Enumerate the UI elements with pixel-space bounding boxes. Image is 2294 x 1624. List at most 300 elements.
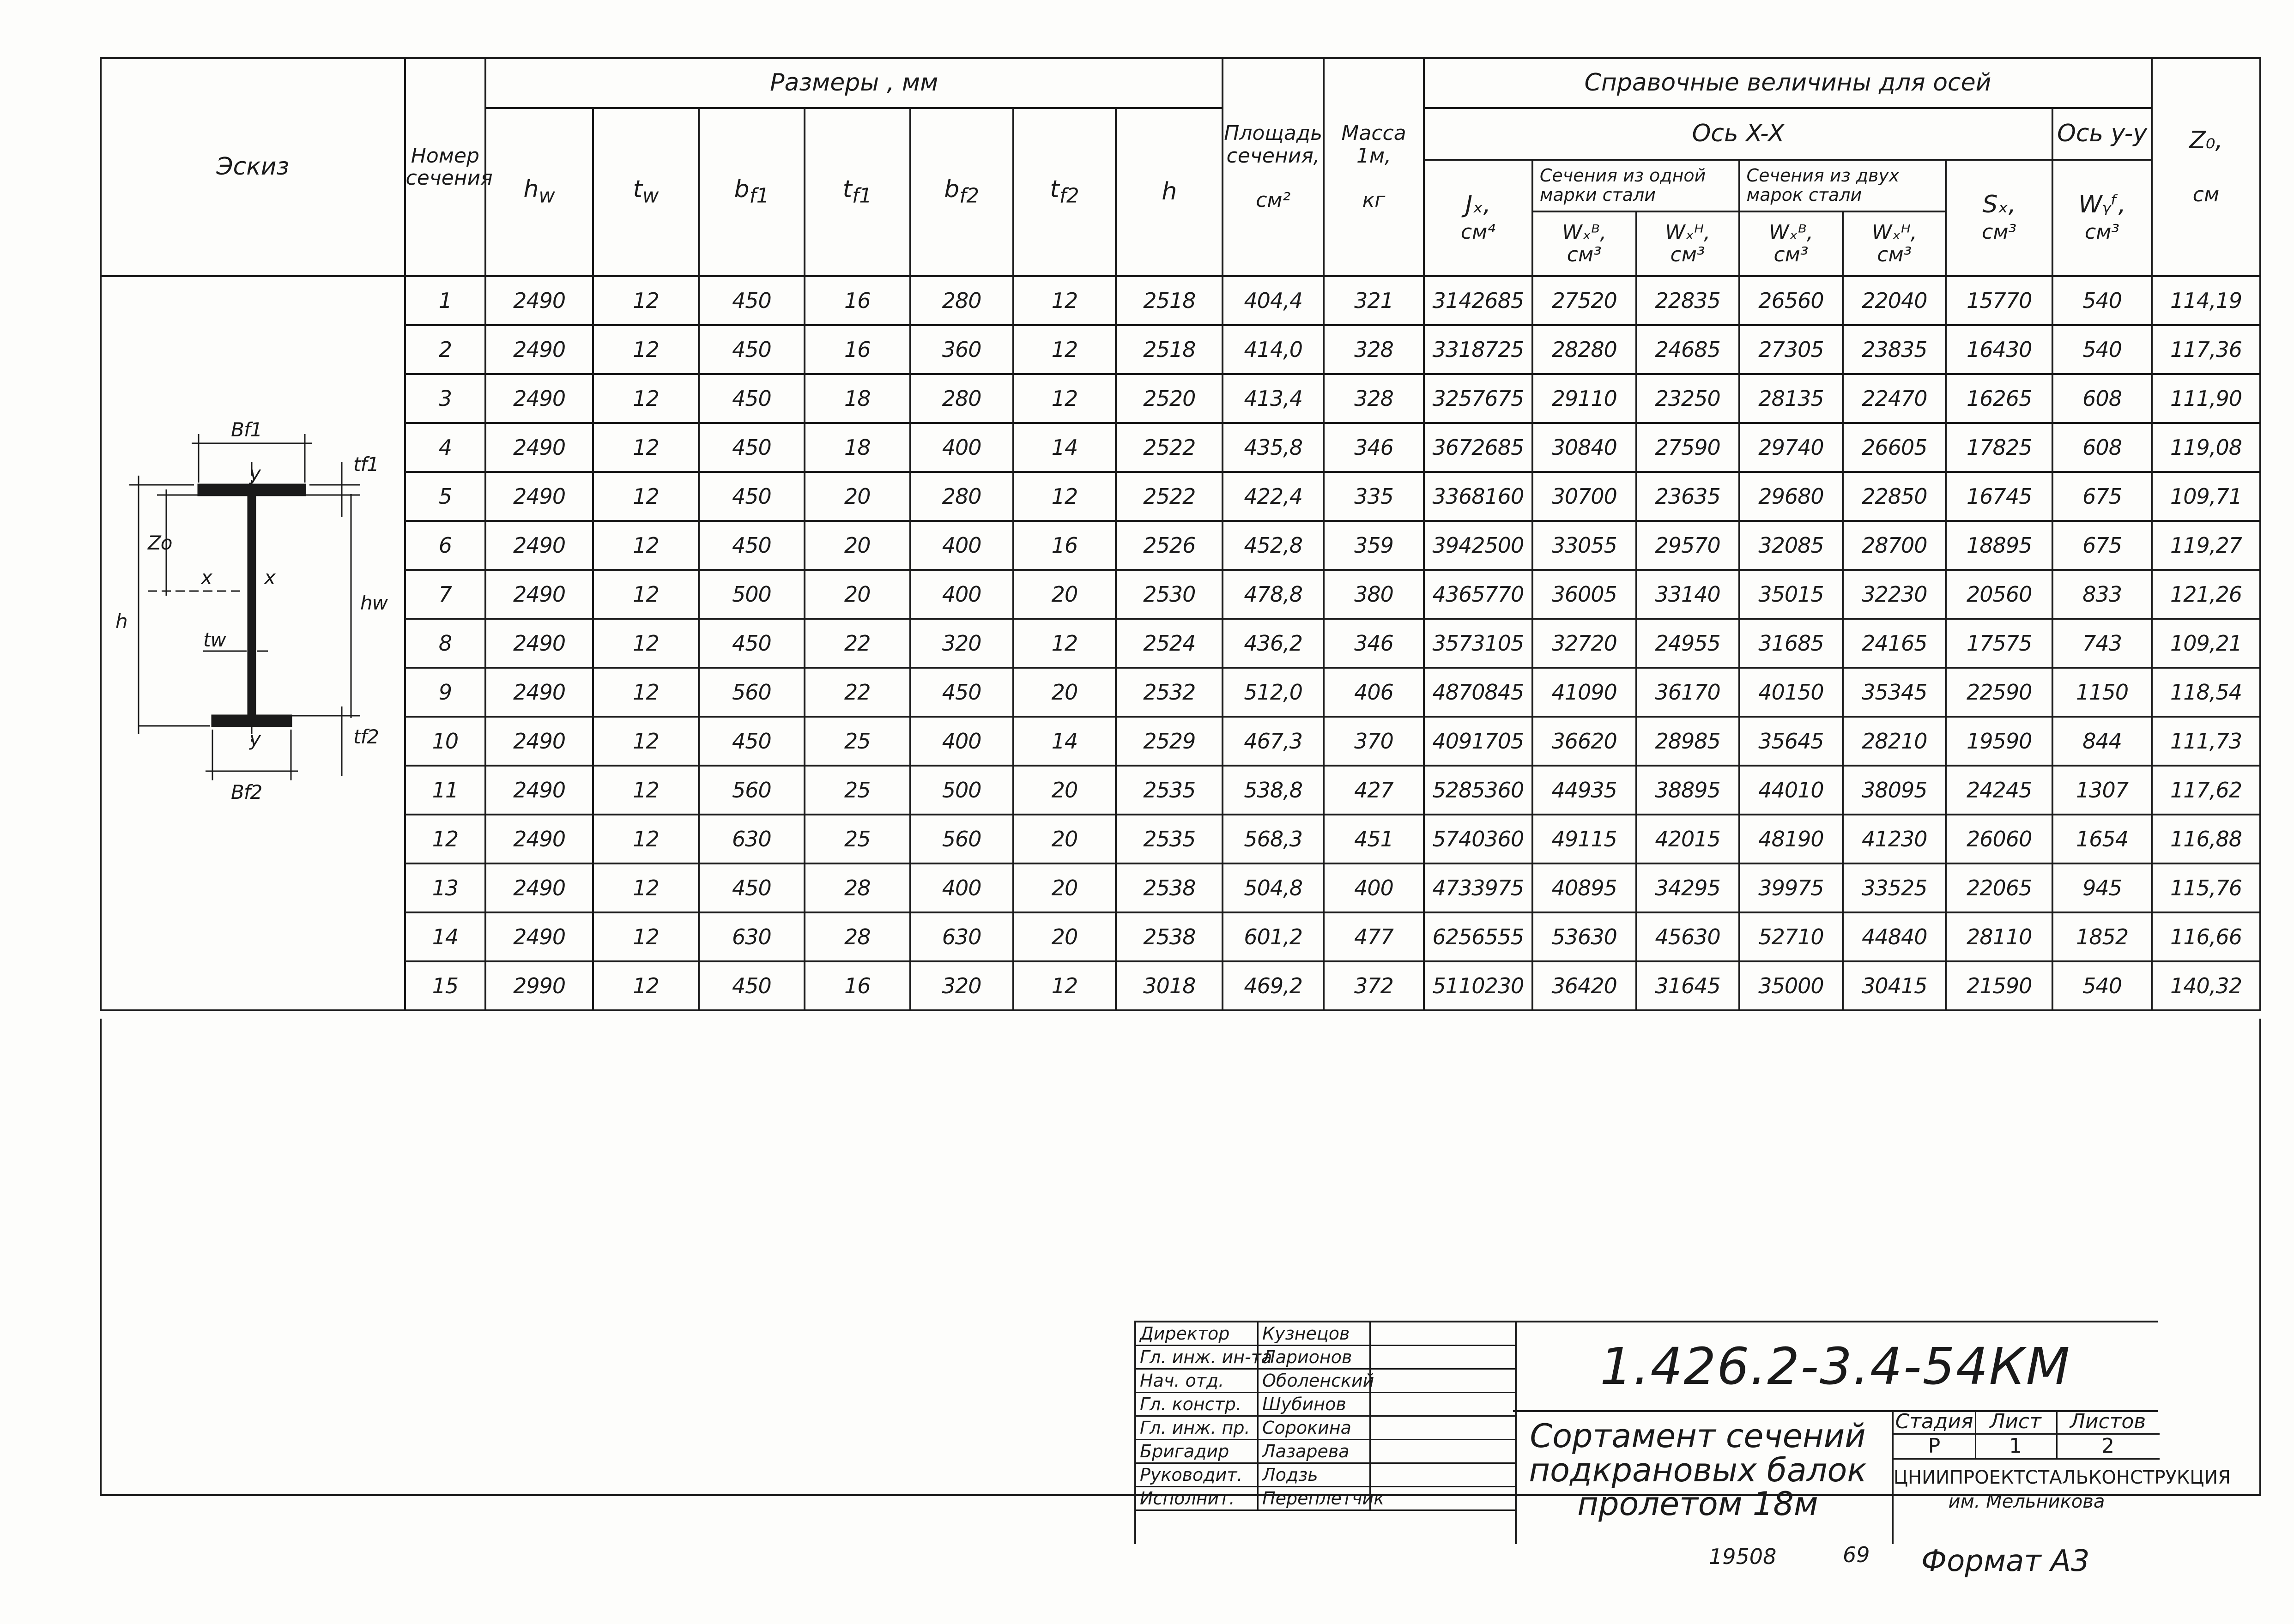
table-cell: 12 (1013, 325, 1116, 374)
table-cell: 18 (805, 423, 910, 472)
signer-role: Исполнит. (1140, 1488, 1235, 1509)
table-cell: 25 (805, 717, 910, 766)
table-cell: 370 (1324, 717, 1424, 766)
table-cell: 2522 (1116, 423, 1223, 472)
document-code: 1.426.2-3.4-54КМ (1513, 1322, 2158, 1412)
table-cell: 12 (593, 423, 699, 472)
table-cell: 12 (593, 374, 699, 423)
table-cell: 40895 (1532, 863, 1636, 912)
dim-tw-header: $t_w$ (593, 108, 699, 276)
table-cell: 1307 (2052, 766, 2152, 815)
signature-cell (1369, 1440, 1435, 1462)
signer-name: Лодзь (1257, 1464, 1368, 1486)
table-cell: 4091705 (1424, 717, 1532, 766)
table-cell: 20 (805, 521, 910, 570)
table-cell: 12 (593, 863, 699, 912)
table-cell: 20 (805, 570, 910, 619)
table-cell: 3257675 (1424, 374, 1532, 423)
table-cell: 12 (1013, 472, 1116, 521)
table-cell: 2490 (485, 423, 593, 472)
table-cell: 320 (910, 619, 1013, 668)
table-cell: 35015 (1739, 570, 1843, 619)
table-cell: 16265 (1946, 374, 2052, 423)
table-cell: 20 (805, 472, 910, 521)
table-cell: 20 (1013, 815, 1116, 863)
table-cell: 36620 (1532, 717, 1636, 766)
table-cell: 38895 (1636, 766, 1739, 815)
table-cell: 2490 (485, 570, 593, 619)
signer-role: Гл. констр. (1140, 1394, 1241, 1414)
table-cell: 328 (1324, 374, 1424, 423)
sx-header: Sₓ, см³ (1946, 160, 2052, 276)
section-number-cell: 15 (405, 961, 486, 1010)
table-cell: 2526 (1116, 521, 1223, 570)
signers-block (1134, 1321, 1517, 1544)
table-cell: 601,2 (1223, 912, 1324, 961)
table-cell: 20 (1013, 863, 1116, 912)
table-cell: 427 (1324, 766, 1424, 815)
table-cell: 52710 (1739, 912, 1843, 961)
table-cell: 28280 (1532, 325, 1636, 374)
mass-header: Масса 1м, кг (1324, 58, 1424, 276)
table-cell: 6256555 (1424, 912, 1532, 961)
wxh-two-header: Wₓᴴ, см³ (1843, 211, 1946, 276)
table-cell: 35645 (1739, 717, 1843, 766)
table-cell: 29570 (1636, 521, 1739, 570)
document-title: Сортамент сечений подкрановых балок пролетом 18м (1529, 1417, 1867, 1523)
table-cell: 22040 (1843, 276, 1946, 325)
signer-name: Ларионов (1257, 1346, 1368, 1368)
table-cell: 451 (1324, 815, 1424, 863)
table-cell: 119,08 (2152, 423, 2260, 472)
table-cell: 31645 (1636, 961, 1739, 1010)
table-cell: 2538 (1116, 912, 1223, 961)
table-cell: 630 (699, 815, 805, 863)
table-cell: 12 (1013, 961, 1116, 1010)
signature-cell (1369, 1487, 1435, 1509)
table-cell: 44840 (1843, 912, 1946, 961)
table-cell: 280 (910, 472, 1013, 521)
table-cell: 20 (1013, 912, 1116, 961)
table-cell: 413,4 (1223, 374, 1324, 423)
section-number-cell: 1 (405, 276, 486, 325)
stage-label: Стадия (1894, 1410, 1976, 1435)
table-cell: 28110 (1946, 912, 2052, 961)
table-cell: 22590 (1946, 668, 2052, 717)
signer-role: Бригадир (1140, 1441, 1229, 1461)
table-cell: 560 (699, 766, 805, 815)
table-cell: 404,4 (1223, 276, 1324, 325)
inventory-number: 19508 (1709, 1544, 1777, 1569)
signature-cell (1369, 1322, 1435, 1345)
table-cell: 29680 (1739, 472, 1843, 521)
table-cell: 2529 (1116, 717, 1223, 766)
table-cell: 400 (910, 423, 1013, 472)
table-cell: 500 (699, 570, 805, 619)
table-row (101, 423, 2260, 472)
section-number-cell: 13 (405, 863, 486, 912)
sheet-value: 1 (1975, 1435, 2058, 1460)
table-cell: 25 (805, 815, 910, 863)
hw-label: hw (360, 592, 387, 614)
signature-cell (1369, 1464, 1435, 1486)
table-row (101, 619, 2260, 668)
table-cell: 41090 (1532, 668, 1636, 717)
table-row (101, 912, 2260, 961)
table-cell: 608 (2052, 374, 2152, 423)
table-cell: 22 (805, 619, 910, 668)
dims-group-header: Размеры , мм (485, 58, 1223, 108)
section-number-cell: 12 (405, 815, 486, 863)
table-cell: 320 (910, 961, 1013, 1010)
area-header: Площадь сечения, см² (1223, 58, 1324, 276)
table-cell: 33525 (1843, 863, 1946, 912)
wyf-header: Wᵧᶠ, см³ (2052, 160, 2152, 276)
table-cell: 452,8 (1223, 521, 1324, 570)
table-cell: 540 (2052, 276, 2152, 325)
table-cell: 23635 (1636, 472, 1739, 521)
table-cell: 30840 (1532, 423, 1636, 472)
table-cell: 4733975 (1424, 863, 1532, 912)
dim-tf2-header: $t_{f2}$ (1013, 108, 1116, 276)
ref-group-header: Справочные величины для осей (1424, 58, 2152, 108)
table-cell: 3573105 (1424, 619, 1532, 668)
table-cell: 16 (805, 325, 910, 374)
table-cell: 450 (699, 961, 805, 1010)
table-cell: 16 (1013, 521, 1116, 570)
signer-name: Переплетчик (1257, 1487, 1368, 1509)
signer-row (1136, 1370, 1515, 1393)
table-cell: 34295 (1636, 863, 1739, 912)
table-cell: 400 (910, 521, 1013, 570)
signer-name: Шубинов (1257, 1393, 1368, 1415)
table-cell: 422,4 (1223, 472, 1324, 521)
table-cell: 28700 (1843, 521, 1946, 570)
drawing-sheet (100, 57, 2261, 1497)
table-cell: 3672685 (1424, 423, 1532, 472)
table-cell: 25 (805, 766, 910, 815)
table-cell: 24245 (1946, 766, 2052, 815)
table-cell: 450 (699, 521, 805, 570)
table-cell: 116,66 (2152, 912, 2260, 961)
table-row (101, 325, 2260, 374)
table-cell: 5285360 (1424, 766, 1532, 815)
table-cell: 469,2 (1223, 961, 1324, 1010)
stage-sheet-block (1892, 1410, 2231, 1544)
section-no-header: Номер сечения (405, 58, 486, 276)
table-cell: 36420 (1532, 961, 1636, 1010)
table-cell: 12 (593, 570, 699, 619)
table-cell: 22 (805, 668, 910, 717)
table-cell: 512,0 (1223, 668, 1324, 717)
table-row (101, 374, 2260, 423)
table-cell: 41230 (1843, 815, 1946, 863)
wxb-two-header: Wₓᴮ, см³ (1739, 211, 1843, 276)
table-cell: 380 (1324, 570, 1424, 619)
table-cell: 27305 (1739, 325, 1843, 374)
table-cell: 335 (1324, 472, 1424, 521)
table-cell: 30700 (1532, 472, 1636, 521)
signer-role: Нач. отд. (1140, 1370, 1224, 1391)
table-cell: 1852 (2052, 912, 2152, 961)
table-cell: 33140 (1636, 570, 1739, 619)
section-number-cell: 2 (405, 325, 486, 374)
sketch-header: Эскиз (101, 58, 405, 276)
table-cell: 1654 (2052, 815, 2152, 863)
table-cell: 39975 (1739, 863, 1843, 912)
table-cell: 2490 (485, 668, 593, 717)
signer-row (1136, 1322, 1515, 1346)
table-cell: 540 (2052, 325, 2152, 374)
section-number-cell: 4 (405, 423, 486, 472)
h-label: h (115, 610, 127, 633)
table-row (101, 570, 2260, 619)
table-cell: 450 (699, 423, 805, 472)
x-right-label: x (264, 566, 275, 589)
table-cell: 5110230 (1424, 961, 1532, 1010)
table-cell: 28 (805, 912, 910, 961)
table-cell: 16745 (1946, 472, 2052, 521)
table-cell: 2522 (1116, 472, 1223, 521)
table-cell: 20 (1013, 668, 1116, 717)
table-cell: 117,62 (2152, 766, 2260, 815)
table-cell: 35000 (1739, 961, 1843, 1010)
i-beam-sketch (101, 276, 405, 1010)
table-cell: 3142685 (1424, 276, 1532, 325)
table-cell: 400 (910, 570, 1013, 619)
table-cell: 12 (1013, 374, 1116, 423)
section-number-cell: 3 (405, 374, 486, 423)
tf1-label: tf1 (353, 453, 379, 476)
table-cell: 23250 (1636, 374, 1739, 423)
table-cell: 32720 (1532, 619, 1636, 668)
table-cell: 22835 (1636, 276, 1739, 325)
table-cell: 28210 (1843, 717, 1946, 766)
table-cell: 28135 (1739, 374, 1843, 423)
table-cell: 18 (805, 374, 910, 423)
table-cell: 477 (1324, 912, 1424, 961)
table-cell: 540 (2052, 961, 2152, 1010)
table-cell: 3018 (1116, 961, 1223, 1010)
section-number-cell: 5 (405, 472, 486, 521)
signature-cell (1369, 1370, 1435, 1392)
section-table (100, 57, 2261, 1011)
table-cell: 450 (910, 668, 1013, 717)
dim-bf2-header: $b_{f2}$ (910, 108, 1013, 276)
table-cell: 450 (699, 717, 805, 766)
table-cell: 12 (593, 815, 699, 863)
table-cell: 450 (699, 325, 805, 374)
table-cell: 3318725 (1424, 325, 1532, 374)
table-cell: 2490 (485, 619, 593, 668)
table-cell: 109,71 (2152, 472, 2260, 521)
table-cell: 24955 (1636, 619, 1739, 668)
table-cell: 30415 (1843, 961, 1946, 1010)
table-cell: 16430 (1946, 325, 2052, 374)
table-cell: 372 (1324, 961, 1424, 1010)
table-cell: 568,3 (1223, 815, 1324, 863)
table-cell: 2490 (485, 472, 593, 521)
organization: ЦНИИПРОЕКТСТАЛЬКОНСТРУКЦИЯ им. Мельникова (1894, 1467, 2231, 1512)
table-cell: 33055 (1532, 521, 1636, 570)
axis-y-header: Ось y-y (2052, 108, 2152, 160)
table-cell: 117,36 (2152, 325, 2260, 374)
table-cell: 14 (1013, 423, 1116, 472)
table-cell: 450 (699, 472, 805, 521)
ix-header: Jₓ, см⁴ (1424, 160, 1532, 276)
dim-h-header: h (1116, 108, 1223, 276)
table-cell: 2535 (1116, 766, 1223, 815)
section-number-cell: 6 (405, 521, 486, 570)
table-cell: 1150 (2052, 668, 2152, 717)
table-cell: 504,8 (1223, 863, 1324, 912)
table-cell: 450 (699, 374, 805, 423)
tf2-label: tf2 (353, 725, 379, 748)
table-cell: 44935 (1532, 766, 1636, 815)
signer-row (1136, 1393, 1515, 1417)
table-cell: 12 (593, 717, 699, 766)
table-cell: 22065 (1946, 863, 2052, 912)
table-cell: 406 (1324, 668, 1424, 717)
table-cell: 12 (1013, 276, 1116, 325)
table-cell: 12 (1013, 619, 1116, 668)
section-number-cell: 7 (405, 570, 486, 619)
table-cell: 42015 (1636, 815, 1739, 863)
table-cell: 27520 (1532, 276, 1636, 325)
table-cell: 109,21 (2152, 619, 2260, 668)
table-cell: 12 (593, 766, 699, 815)
table-row (101, 276, 2260, 325)
table-cell: 2490 (485, 815, 593, 863)
table-cell: 450 (699, 276, 805, 325)
signer-row (1136, 1346, 1515, 1370)
table-cell: 2490 (485, 374, 593, 423)
table-cell: 121,26 (2152, 570, 2260, 619)
table-cell: 17825 (1946, 423, 2052, 472)
table-cell: 328 (1324, 325, 1424, 374)
table-cell: 27590 (1636, 423, 1739, 472)
table-cell: 538,8 (1223, 766, 1324, 815)
signer-row (1136, 1417, 1515, 1440)
table-cell: 29110 (1532, 374, 1636, 423)
format-label: Формат А3 (1921, 1544, 2090, 1578)
sheets-value: 2 (2056, 1435, 2160, 1460)
table-cell: 114,19 (2152, 276, 2260, 325)
table-cell: 280 (910, 276, 1013, 325)
table-cell: 436,2 (1223, 619, 1324, 668)
table-cell: 360 (910, 325, 1013, 374)
table-cell: 2524 (1116, 619, 1223, 668)
table-cell: 280 (910, 374, 1013, 423)
dim-hw-header: $h_w$ (485, 108, 593, 276)
table-cell: 12 (593, 668, 699, 717)
section-number-cell: 14 (405, 912, 486, 961)
table-cell: 19590 (1946, 717, 2052, 766)
table-cell: 2520 (1116, 374, 1223, 423)
table-cell: 36170 (1636, 668, 1739, 717)
table-cell: 478,8 (1223, 570, 1324, 619)
table-cell: 36005 (1532, 570, 1636, 619)
signer-name: Сорокина (1257, 1417, 1368, 1439)
table-cell: 20560 (1946, 570, 2052, 619)
section-number-cell: 11 (405, 766, 486, 815)
table-cell: 2490 (485, 521, 593, 570)
table-cell: 12 (593, 276, 699, 325)
signer-row (1136, 1487, 1515, 1511)
table-cell: 48190 (1739, 815, 1843, 863)
sheet-label: Лист (1975, 1410, 2058, 1435)
table-cell: 32230 (1843, 570, 1946, 619)
signer-name: Оболенский (1257, 1370, 1368, 1392)
table-cell: 675 (2052, 472, 2152, 521)
table-cell: 743 (2052, 619, 2152, 668)
table-cell: 28985 (1636, 717, 1739, 766)
table-cell: 2535 (1116, 815, 1223, 863)
table-cell: 560 (699, 668, 805, 717)
table-cell: 630 (910, 912, 1013, 961)
dim-bf1-header: $b_{f1}$ (699, 108, 805, 276)
signer-name: Кузнецов (1257, 1322, 1368, 1345)
one-grade-header: Сечения из одной марки стали (1532, 160, 1739, 211)
table-cell: 5740360 (1424, 815, 1532, 863)
two-grade-header: Сечения из двух марок стали (1739, 160, 1946, 211)
table-cell: 12 (593, 472, 699, 521)
table-cell: 119,27 (2152, 521, 2260, 570)
table-cell: 20 (1013, 766, 1116, 815)
table-cell: 2490 (485, 766, 593, 815)
table-cell: 3942500 (1424, 521, 1532, 570)
table-cell: 560 (910, 815, 1013, 863)
table-cell: 21590 (1946, 961, 2052, 1010)
table-row (101, 766, 2260, 815)
table-cell: 2538 (1116, 863, 1223, 912)
signer-role: Руководит. (1140, 1465, 1243, 1485)
table-cell: 945 (2052, 863, 2152, 912)
table-cell: 111,73 (2152, 717, 2260, 766)
signature-cell (1369, 1346, 1435, 1368)
table-row (101, 863, 2260, 912)
bf2-label: Bf2 (231, 781, 262, 803)
table-cell: 31685 (1739, 619, 1843, 668)
signer-row (1136, 1464, 1515, 1487)
table-cell: 400 (910, 717, 1013, 766)
section-number-cell: 9 (405, 668, 486, 717)
table-cell: 2518 (1116, 325, 1223, 374)
table-cell: 12 (593, 325, 699, 374)
table-cell: 38095 (1843, 766, 1946, 815)
table-cell: 49115 (1532, 815, 1636, 863)
table-cell: 35345 (1843, 668, 1946, 717)
y-top-label: y (249, 462, 260, 485)
table-cell: 17575 (1946, 619, 2052, 668)
table-row (101, 961, 2260, 1010)
table-cell: 12 (593, 912, 699, 961)
title-block-right (1513, 1321, 2231, 1544)
table-row (101, 668, 2260, 717)
table-cell: 414,0 (1223, 325, 1324, 374)
table-cell: 2490 (485, 717, 593, 766)
dim-tf1-header: $t_{f1}$ (805, 108, 910, 276)
table-cell: 14 (1013, 717, 1116, 766)
table-cell: 22470 (1843, 374, 1946, 423)
table-cell: 2518 (1116, 276, 1223, 325)
table-cell: 400 (910, 863, 1013, 912)
signer-role: Директор (1140, 1323, 1230, 1344)
table-cell: 467,3 (1223, 717, 1324, 766)
table-cell: 26560 (1739, 276, 1843, 325)
table-cell: 12 (593, 521, 699, 570)
table-cell: 26060 (1946, 815, 2052, 863)
